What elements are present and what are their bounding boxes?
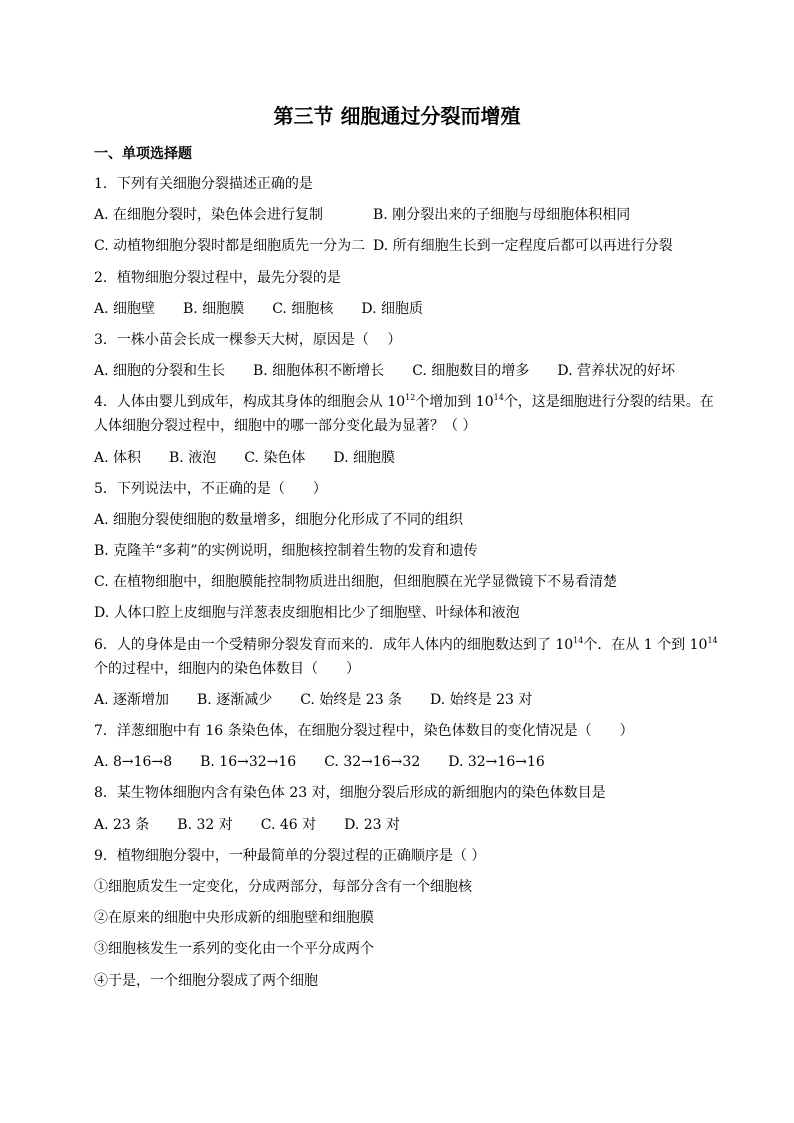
question-4-option-b: B. 液泡: [169, 449, 217, 466]
question-6-option-b: B. 逐渐减少: [197, 691, 273, 708]
question-7-option-a: A. 8→16→8: [94, 754, 173, 771]
question-6-stem-part-2: 个．在从 1 个到 10: [583, 636, 708, 653]
question-1-option-c: C. 动植物细胞分裂时都是细胞质先一分为二: [94, 238, 366, 255]
page-title: 第三节 细胞通过分裂而增殖: [273, 104, 521, 128]
question-4-stem-line-2: 人体细胞分裂过程中，细胞中的哪一部分变化最为显著？（ ）: [94, 418, 477, 435]
question-4-stem-part-3: 个，这是细胞进行分裂的结果。在: [503, 394, 714, 411]
question-1-option-b: B. 刚分裂出来的子细胞与母细胞体积相同: [373, 207, 631, 224]
question-3-stem: 3．一株小苗会长成一棵参天大树，原因是（ ）: [94, 331, 402, 348]
section-heading: 一、单项选择题: [94, 146, 192, 162]
question-4-options: [94, 447, 714, 478]
question-6-option-a: A. 逐渐增加: [94, 691, 170, 708]
question-5-option-b: B. 克隆羊“多莉”的实例说明，细胞核控制着生物的发育和遗传: [94, 543, 478, 560]
question-8-options: [94, 814, 714, 845]
question-9-step-4: ④于是，一个细胞分裂成了两个细胞: [94, 972, 318, 989]
question-1-options-row-1: [94, 204, 714, 235]
question-6-exponent-2: 14: [707, 635, 718, 645]
question-6-exponent-1: 14: [573, 635, 584, 645]
question-9-step-2: ②在原来的细胞中央形成新的细胞壁和细胞膜: [94, 910, 374, 927]
question-8-option-c: C. 46 对: [260, 816, 317, 833]
question-9-step-3: ③细胞核发生一系列的变化由一个平分成两个: [94, 941, 374, 958]
question-4-stem-part-1: 4．人体由婴儿到成年，构成其身体的细胞会从 10: [94, 394, 406, 411]
question-3-option-d: D. 营养状况的好坏: [557, 363, 675, 380]
question-4-stem-part-2: 个增加到 10: [415, 394, 494, 411]
question-4-exponent-2: 14: [493, 393, 504, 403]
question-2-option-a: A. 细胞壁: [94, 300, 156, 317]
question-7-option-b: B. 16→32→16: [200, 754, 297, 771]
question-3-option-a: A. 细胞的分裂和生长: [94, 363, 226, 380]
question-1-options-row-2: [94, 235, 714, 266]
question-2-option-b: B. 细胞膜: [183, 300, 245, 317]
question-2-stem: 2．植物细胞分裂过程中，最先分裂的是: [94, 269, 341, 286]
question-5-option-a: A. 细胞分裂使细胞的数量增多，细胞分化形成了不同的组织: [94, 511, 464, 528]
question-2-options: [94, 298, 714, 329]
question-6-stem-line-2: 个的过程中，细胞内的染色体数目（ ）: [94, 660, 360, 677]
question-4-exponent-1: 12: [405, 393, 416, 403]
question-2-option-c: C. 细胞核: [272, 300, 334, 317]
question-8-option-d: D. 23 对: [344, 816, 401, 833]
question-6-options: [94, 689, 714, 720]
question-7-options: [94, 751, 714, 782]
question-9-step-1: ①细胞质发生一定变化，分成两部分，每部分含有一个细胞核: [94, 878, 472, 895]
question-3-option-b: B. 细胞体积不断增长: [253, 363, 385, 380]
question-3-option-c: C. 细胞数目的增多: [412, 363, 530, 380]
question-7-option-c: C. 32→16→32: [324, 754, 421, 771]
question-4-stem-line-1: [94, 391, 714, 415]
question-3-options: [94, 360, 714, 391]
question-7-stem: 7．洋葱细胞中有 16 条染色体，在细胞分裂过程中，染色体数目的变化情况是（ ）: [94, 723, 634, 739]
question-4-option-d: D. 细胞膜: [333, 449, 395, 466]
question-5-option-d: D. 人体口腔上皮细胞与洋葱表皮细胞相比少了细胞壁、叶绿体和液泡: [94, 605, 520, 622]
question-8-stem: 8．某生物体细胞内含有染色体 23 对，细胞分裂后形成的新细胞内的染色体数目是: [94, 785, 606, 802]
question-9-stem: 9．植物细胞分裂中，一种最简单的分裂过程的正确顺序是（ ）: [94, 847, 486, 864]
question-4-option-c: C. 染色体: [244, 449, 306, 466]
question-1-option-a: A. 在细胞分裂时，染色体会进行复制: [94, 207, 324, 224]
question-5-stem: 5．下列说法中，不正确的是（ ）: [94, 480, 327, 497]
question-6-stem-part-1: 6．人的身体是由一个受精卵分裂发育而来的．成年人体内的细胞数达到了 10: [94, 636, 574, 653]
question-5-option-c: C. 在植物细胞中，细胞膜能控制物质进出细胞，但细胞膜在光学显微镜下不易看清楚: [94, 574, 618, 591]
question-7-option-d: D. 32→16→16: [448, 754, 545, 771]
question-list: [94, 173, 718, 1001]
question-6-option-d: D. 始终是 23 对: [430, 691, 533, 708]
question-2-option-d: D. 细胞质: [361, 300, 423, 317]
question-1-option-d: D. 所有细胞生长到一定程度后都可以再进行分裂: [373, 238, 673, 255]
question-6-option-c: C. 始终是 23 条: [300, 691, 403, 708]
question-8-option-a: A. 23 条: [94, 816, 150, 833]
question-4-option-a: A. 体积: [94, 449, 142, 466]
question-1-stem: 1．下列有关细胞分裂描述正确的是: [94, 176, 313, 192]
question-6-stem-line-1: [94, 634, 718, 658]
question-8-option-b: B. 32 对: [177, 816, 233, 833]
